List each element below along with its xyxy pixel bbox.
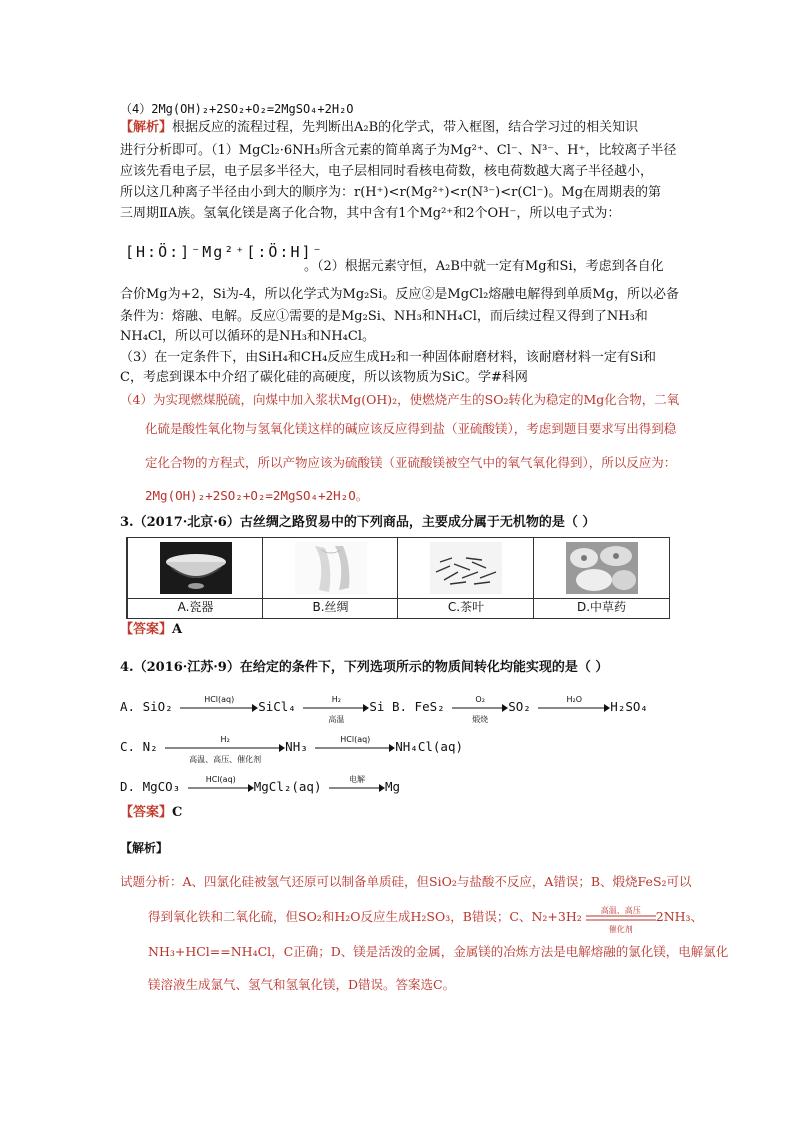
arrow-h2: H₂ 高温 xyxy=(303,704,369,712)
analysis-line-1: 【解析】根据反应的流程过程，先判断出A₂B的化学式，带入框图，结合学习过的相关知识 xyxy=(120,120,639,135)
part4-analysis-4: 2Mg(OH)₂+2SO₂+O₂=2MgSO₄+2H₂O。 xyxy=(145,488,369,503)
arrow-electrolysis: 电解 xyxy=(329,784,385,792)
option-c-label: C.茶叶 xyxy=(447,600,485,614)
part4-analysis-1: （4）为实现燃煤脱硫，向煤中加入浆状Mg(OH)₂，使燃烧产生的SO₂转化为稳定的Mg化合物，二氧 xyxy=(120,392,680,407)
porcelain-bowl-image xyxy=(160,542,232,594)
arrow-hcl-3: HCl(aq) xyxy=(188,784,254,792)
part4-equation: （4）2Mg(OH)₂+2SO₂+O₂=2MgSO₄+2H₂O xyxy=(120,102,354,116)
q3-title: 3.（2017·北京·6）古丝绸之路贸易中的下列商品，主要成分属于无机物的是（ ） xyxy=(120,515,596,530)
analysis-line-7: 合价Mg为+2，Si为-4，所以化学式为Mg₂Si。反应②是MgCl₂熔融电解得到单质Mg，所以必备 xyxy=(120,287,680,302)
herbal-medicine-image xyxy=(566,542,638,594)
arrow-hcl-1: HCl(aq) xyxy=(180,704,258,712)
eq-arrow-conditions: 高温、高压 催化剂 xyxy=(600,905,641,934)
analysis-label: 【解析】 xyxy=(120,120,173,135)
lewis-formula: [H:Ö:]⁻Mg²⁺[:Ö:H]⁻ xyxy=(125,243,324,261)
q4-analysis-3: NH₃+HCl==NH₄Cl，C正确；D、镁是活泼的金属，金属镁的冶炼方法是电解熔融的氯化镁，电解氯化 xyxy=(148,944,729,959)
option-c-cell xyxy=(397,538,534,618)
analysis-line-9: NH₄Cl，所以可以循环的是NH₃和NH₄Cl。 xyxy=(120,329,375,344)
arrow-h2o: H₂O xyxy=(538,704,610,712)
analysis-line-3: 应该先看电子层，电子层多半径大，电子层相同时看核电荷数，核电荷数越大离子半径越小， xyxy=(120,164,654,179)
analysis-line-5: 三周期ⅡA族。氢氧化镁是离子化合物，其中含有1个Mg²⁺和2个OH⁻，所以电子式为： xyxy=(120,206,621,221)
part4-analysis-2: 化硫是酸性氧化物与氢氧化镁这样的碱应该反应得到盐（亚硫酸镁），考虑到题目要求写出得到稳 xyxy=(145,421,677,436)
q4-analysis-4: 镁溶液生成氯气、氢气和氢氧化镁，D错误。答案选C。 xyxy=(148,977,456,992)
tea-leaves-image xyxy=(430,542,502,594)
option-b-cell xyxy=(262,538,398,618)
q4-row-c: C. N₂ H₂ 高温、高压、催化剂 NH₃ HCl(aq) NH₄Cl(aq) xyxy=(120,734,464,764)
arrow-hcl-2: HCl(aq) xyxy=(315,744,395,752)
q4-analysis-1: 试题分析：A、四氯化硅被氢气还原可以制备单质硅，但SiO₂与盐酸不反应，A错误；B、煅烧FeS₂可以 xyxy=(120,874,692,889)
option-b-label: B.丝绸 xyxy=(312,600,349,614)
silk-scarf-image xyxy=(295,542,367,594)
analysis-line-11: C，考虑到课本中介绍了碳化硅的高硬度，所以该物质为SiC。学#科网 xyxy=(120,370,528,385)
analysis-line-8: 条件为：熔融、电解。反应①需要的是Mg₂Si、NH₃和NH₄Cl，而后续过程又得到了NH₃和 xyxy=(120,309,648,324)
q4-row-d: D. MgCO₃ HCl(aq) MgCl₂(aq) 电解 Mg xyxy=(120,774,401,794)
q4-analysis-label: 【解析】 xyxy=(120,841,169,855)
analysis-line-2: 进行分析即可。（1）MgCl₂·6NH₃所含元素的简单离子为Mg²⁺、Cl⁻、N³⁻、H⁺，比较离子半径 xyxy=(120,143,677,158)
analysis-line-6: 。（2）根据元素守恒，A₂B中就一定有Mg和Si，考虑到各自化 xyxy=(304,259,664,274)
part4-analysis-3: 定化合物的方程式，所以产物应该为硫酸镁（亚硫酸镁被空气中的氧气氧化得到），所以反应为： xyxy=(145,455,677,470)
option-a-cell xyxy=(127,538,263,618)
q4-row-ab: A. SiO₂ HCl(aq) SiCl₄ H₂ 高温 Si B. FeS₂ O₂ 煅烧 SO₂ H₂O H₂SO₄ xyxy=(120,694,648,724)
q4-analysis-2: 得到氧化铁和二氧化硫，但SO₂和H₂O反应生成H₂SO₃，B错误；C、N₂+3H₂ 高温、高压 催化剂 2NH₃、 xyxy=(148,905,704,934)
arrow-o2: O₂ 煅烧 xyxy=(452,704,508,712)
q3-answer: 【答案】A xyxy=(120,622,183,637)
q4-title: 4.（2016·江苏·9）在给定的条件下，下列选项所示的物质间转化均能实现的是（ ） xyxy=(120,660,609,675)
option-d-label: D.中草药 xyxy=(576,600,627,614)
q3-options-table xyxy=(126,537,670,619)
analysis-line-4: 所以这几种离子半径由小到大的顺序为：r(H⁺)<r(Mg²⁺)<r(N³⁻)<r(Cl⁻)。Mg在周期表的第 xyxy=(120,185,662,200)
arrow-haber: H₂ 高温、高压、催化剂 xyxy=(165,744,285,752)
option-d-cell xyxy=(533,538,669,618)
option-a-label: A.瓷器 xyxy=(177,600,214,614)
analysis-line-10: （3）在一定条件下，由SiH₄和CH₄反应生成H₂和一种固体耐磨材料，该耐磨材料一定有Si和 xyxy=(120,350,656,365)
q4-answer: 【答案】C xyxy=(120,805,183,820)
